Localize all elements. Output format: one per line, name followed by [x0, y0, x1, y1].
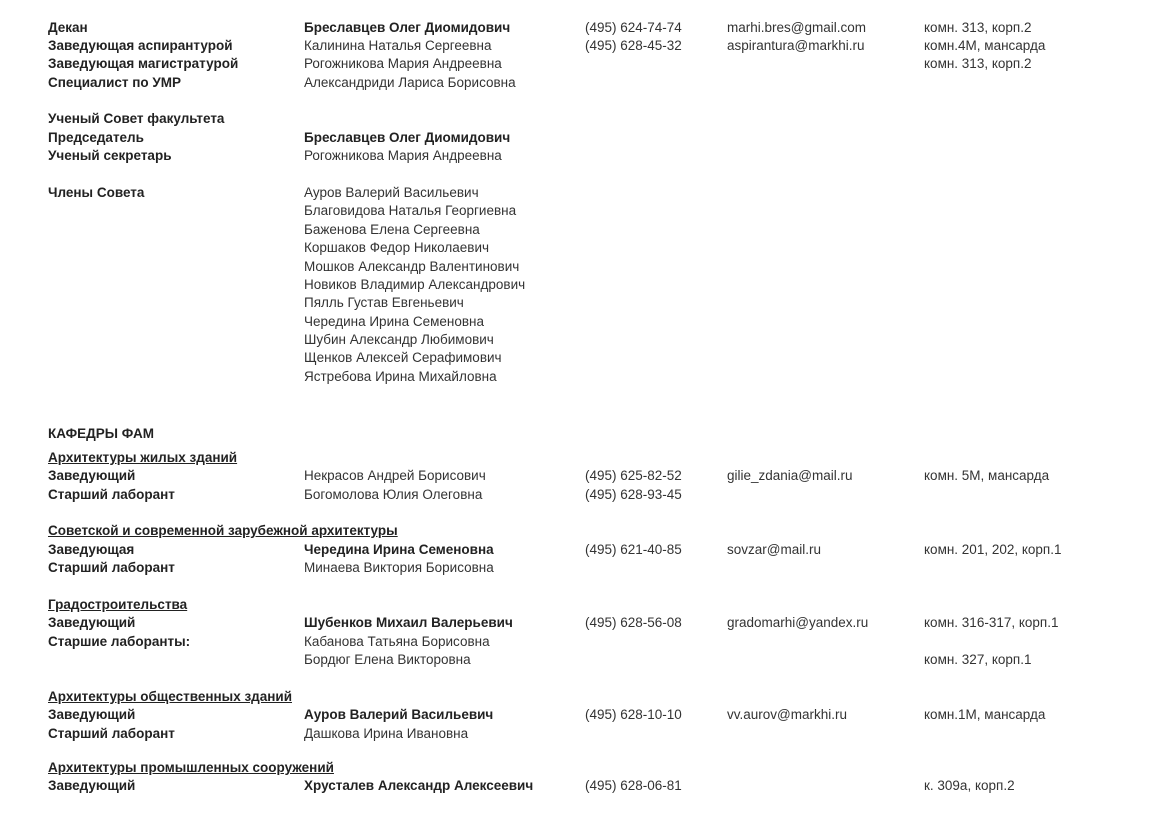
role-label: Заведующая: [48, 542, 135, 557]
phone-number: (495) 628-93-45: [585, 487, 682, 502]
room-location: комн.4М, мансарда: [924, 38, 1046, 53]
person-name: Чередина Ирина Семеновна: [304, 314, 484, 329]
role-label: Декан: [48, 20, 88, 35]
room-location: комн. 313, корп.2: [924, 20, 1032, 35]
table-row: [0, 37, 1169, 55]
email-address: gradomarhi@yandex.ru: [727, 615, 869, 630]
table-row: [0, 55, 1169, 73]
role-label: Заведующий: [48, 778, 136, 793]
table-row: [0, 777, 1169, 795]
person-name: Бордюг Елена Викторовна: [304, 652, 471, 667]
table-row: [0, 614, 1169, 632]
person-name: Шубенков Михаил Валерьевич: [304, 615, 513, 630]
role-label: Старшие лаборанты:: [48, 634, 191, 649]
table-row: [0, 313, 1169, 331]
person-name: Новиков Владимир Александрович: [304, 277, 526, 292]
table-row: [0, 239, 1169, 257]
table-row: [0, 425, 1169, 443]
phone-number: (495) 628-56-08: [585, 615, 682, 630]
person-name: Калинина Наталья Сергеевна: [304, 38, 492, 53]
person-name: Минаева Виктория Борисовна: [304, 560, 494, 575]
phone-number: (495) 628-06-81: [585, 778, 682, 793]
role-label: Заведующая аспирантурой: [48, 38, 233, 53]
person-name: Ауров Валерий Васильевич: [304, 707, 494, 722]
person-name: Богомолова Юлия Олеговна: [304, 487, 483, 502]
table-row: [0, 688, 1169, 706]
department-heading: Архитектуры промышленных сооружений: [48, 760, 334, 775]
person-name: Рогожникова Мария Андреевна: [304, 148, 502, 163]
department-heading: Архитектуры общественных зданий: [48, 689, 292, 704]
table-row: [0, 349, 1169, 367]
person-name: Благовидова Наталья Георгиевна: [304, 203, 517, 218]
room-location: комн. 313, корп.2: [924, 56, 1032, 71]
person-name: Баженова Елена Сергеевна: [304, 222, 480, 237]
phone-number: (495) 621-40-85: [585, 542, 682, 557]
table-row: [0, 110, 1169, 128]
person-name: Щенков Алексей Серафимович: [304, 350, 502, 365]
table-row: [0, 759, 1169, 777]
table-row: [0, 368, 1169, 386]
department-heading: Советской и современной зарубежной архитектуры: [48, 523, 398, 538]
person-name: Ястребова Ирина Михайловна: [304, 369, 497, 384]
person-name: Ауров Валерий Васильевич: [304, 185, 479, 200]
role-label: Специалист по УМР: [48, 75, 182, 90]
table-row: [0, 467, 1169, 485]
table-row: [0, 184, 1169, 202]
table-row: [0, 202, 1169, 220]
person-name: Шубин Александр Любимович: [304, 332, 494, 347]
email-address: marhi.bres@gmail.com: [727, 20, 866, 35]
room-location: к. 309а, корп.2: [924, 778, 1015, 793]
person-name: Кабанова Татьяна Борисовна: [304, 634, 490, 649]
room-location: комн.1М, мансарда: [924, 707, 1046, 722]
role-label: Заведующий: [48, 707, 136, 722]
person-name: Бреславцев Олег Диомидович: [304, 20, 511, 35]
role-label: Члены Совета: [48, 185, 145, 200]
table-row: [0, 129, 1169, 147]
email-address: vv.aurov@markhi.ru: [727, 707, 847, 722]
person-name: Коршаков Федор Николаевич: [304, 240, 490, 255]
phone-number: (495) 624-74-74: [585, 20, 682, 35]
phone-number: (495) 625-82-52: [585, 468, 682, 483]
table-row: [0, 74, 1169, 92]
table-row: [0, 706, 1169, 724]
person-name: Некрасов Андрей Борисович: [304, 468, 486, 483]
table-row: [0, 19, 1169, 37]
table-row: [0, 147, 1169, 165]
room-location: комн. 5М, мансарда: [924, 468, 1050, 483]
person-name: Мошков Александр Валентинович: [304, 259, 520, 274]
person-name: Дашкова Ирина Ивановна: [304, 726, 469, 741]
person-name: Бреславцев Олег Диомидович: [304, 130, 511, 145]
role-label: Заведующая магистратурой: [48, 56, 239, 71]
email-address: sovzar@mail.ru: [727, 542, 821, 557]
room-location: комн. 201, 202, корп.1: [924, 542, 1062, 557]
phone-number: (495) 628-10-10: [585, 707, 682, 722]
role-label: Ученый Совет факультета: [48, 111, 225, 126]
room-location: комн. 316-317, корп.1: [924, 615, 1059, 630]
table-row: [0, 596, 1169, 614]
table-row: [0, 522, 1169, 540]
role-label: Старший лаборант: [48, 726, 175, 741]
person-name: Александриди Лариса Борисовна: [304, 75, 516, 90]
role-label: Председатель: [48, 130, 144, 145]
table-row: [0, 541, 1169, 559]
email-address: aspirantura@markhi.ru: [727, 38, 865, 53]
table-row: [0, 276, 1169, 294]
role-label: Заведующий: [48, 615, 136, 630]
person-name: Хрусталев Александр Алексеевич: [304, 778, 534, 793]
table-row: [0, 449, 1169, 467]
table-row: [0, 294, 1169, 312]
phone-number: (495) 628-45-32: [585, 38, 682, 53]
room-location: комн. 327, корп.1: [924, 652, 1032, 667]
role-label: Старший лаборант: [48, 560, 175, 575]
table-row: [0, 633, 1169, 651]
role-label: КАФЕДРЫ ФАМ: [48, 426, 154, 441]
person-name: Чередина Ирина Семеновна: [304, 542, 494, 557]
department-heading: Архитектуры жилых зданий: [48, 450, 238, 465]
table-row: [0, 331, 1169, 349]
role-label: Заведующий: [48, 468, 136, 483]
table-row: [0, 651, 1169, 669]
person-name: Пялль Густав Евгеньевич: [304, 295, 464, 310]
role-label: Старший лаборант: [48, 487, 175, 502]
email-address: gilie_zdania@mail.ru: [727, 468, 853, 483]
person-name: Рогожникова Мария Андреевна: [304, 56, 502, 71]
table-row: [0, 725, 1169, 743]
table-row: [0, 559, 1169, 577]
department-heading: Градостроительства: [48, 597, 188, 612]
table-row: [0, 221, 1169, 239]
table-row: [0, 486, 1169, 504]
table-row: [0, 258, 1169, 276]
role-label: Ученый секретарь: [48, 148, 172, 163]
